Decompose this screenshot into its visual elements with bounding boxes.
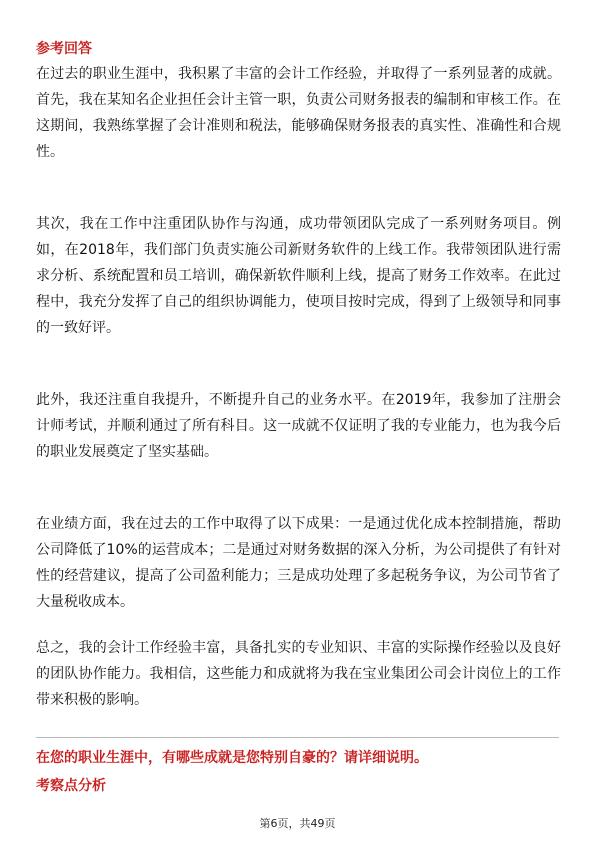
next-question-heading: 在您的职业生涯中，有哪些成就是您特别自豪的？请详细说明。 (36, 750, 428, 766)
analysis-heading: 考察点分析 (36, 778, 106, 794)
reference-answer-heading: 参考回答 (36, 41, 92, 57)
answer-paragraph-2: 其次，我在工作中注重团队协作与沟通，成功带领团队完成了一系列财务项目。例如，在2018年，我们部门负责实施公司新财务软件的上线工作。我带领团队进行需求分析、系统配置和员工培训，确保新软件顺利上线，提高了财务工作效率。在此过程中，我充分发挥了自己的组织协调能力，使项目按时完成，得到了上级领导和同事的一致好评。 (36, 216, 561, 336)
answer-paragraph-3: 此外，我还注重自我提升，不断提升自己的业务水平。在2019年，我参加了注册会计师考试，并顺利通过了所有科目。这一成就不仅证明了我的专业能力，也为我今后的职业发展奠定了坚实基础。 (36, 392, 561, 460)
answer-paragraph-1: 在过去的职业生涯中，我积累了丰富的会计工作经验，并取得了一系列显著的成就。首先，我在某知名企业担任会计主管一职，负责公司财务报表的编制和审核工作。在这期间，我熟练掌握了会计准则和税法，能够确保财务报表的真实性、准确性和合规性。 (36, 66, 561, 160)
answer-paragraph-5: 总之，我的会计工作经验丰富，具备扎实的专业知识、丰富的实际操作经验以及良好的团队协作能力。我相信，这些能力和成就将为我在宝业集团公司会计岗位上的工作带来积极的影响。 (36, 640, 561, 708)
answer-paragraph-4: 在业绩方面，我在过去的工作中取得了以下成果：一是通过优化成本控制措施，帮助公司降低了10%的运营成本；二是通过对财务数据的深入分析，为公司提供了有针对性的经营建议，提高了公司盈利能力；三是成功处理了多起税务争议，为公司节省了大量税收成本。 (36, 516, 561, 610)
page-number-footer: 第6页，共49页 (259, 817, 336, 830)
section-divider (36, 737, 559, 738)
